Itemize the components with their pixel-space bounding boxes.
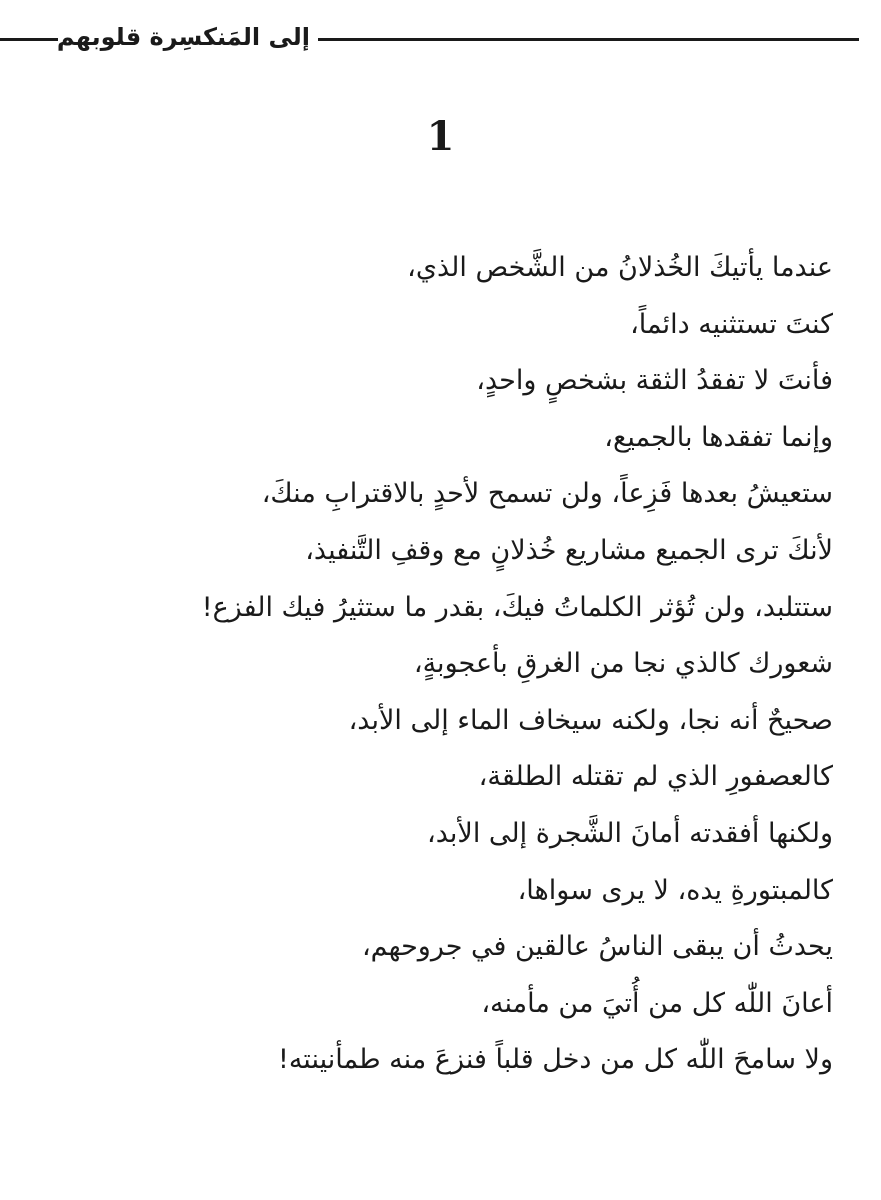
chapter-number: 1 [426,113,455,160]
poem-line: صحيحٌ أنه نجا، ولكنه سيخاف الماء إلى الأبد، [348,704,833,736]
book-title: إلى المَنكسِرة قلوبهم [56,23,310,51]
poem-line: لأنكَ ترى الجميع مشاريع خُذلانٍ مع وقفِ التَّنفيذ، [305,534,833,566]
poem-line: فأنتَ لا تفقدُ الثقة بشخصٍ واحدٍ، [476,365,833,397]
running-header [0,10,881,50]
poem-text [33,240,833,1089]
poem-line: ستتلبد، ولن تُؤثر الكلماتُ فيكَ، بقدر ما ستثيرُ فيك الفزع! [201,591,833,623]
poem-line: يحدثُ أن يبقى الناسُ عالقين في جروحهم، [361,931,833,963]
poem-line: وإنما تفقدها بالجميع، [604,421,833,453]
header-rule-right [318,38,859,41]
poem-line: شعورك كالذي نجا من الغرقِ بأعجوبةٍ، [413,648,833,680]
poem-line: كنتَ تستثنيه دائماً، [630,308,833,340]
poem-line: ولكنها أفقدته أمانَ الشَّجرة إلى الأبد، [427,817,833,849]
poem-line: ستعيشُ بعدها فَزِعاً، ولن تسمح لأحدٍ بالاقترابِ منكَ، [261,478,833,510]
poem-line: كالعصفورِ الذي لم تقتله الطلقة، [478,761,833,793]
header-rule-left [0,38,58,41]
poem-line: أعانَ اللّٰه كل من أُتيَ من مأمنه، [481,987,833,1019]
poem-line: كالمبتورةِ يده، لا يرى سواها، [517,874,833,906]
poem-line: ولا سامحَ اللّٰه كل من دخل قلباً فنزعَ منه طمأنينته! [278,1044,833,1076]
poem-line: عندما يأتيكَ الخُذلانُ من الشَّخص الذي، [407,252,833,283]
